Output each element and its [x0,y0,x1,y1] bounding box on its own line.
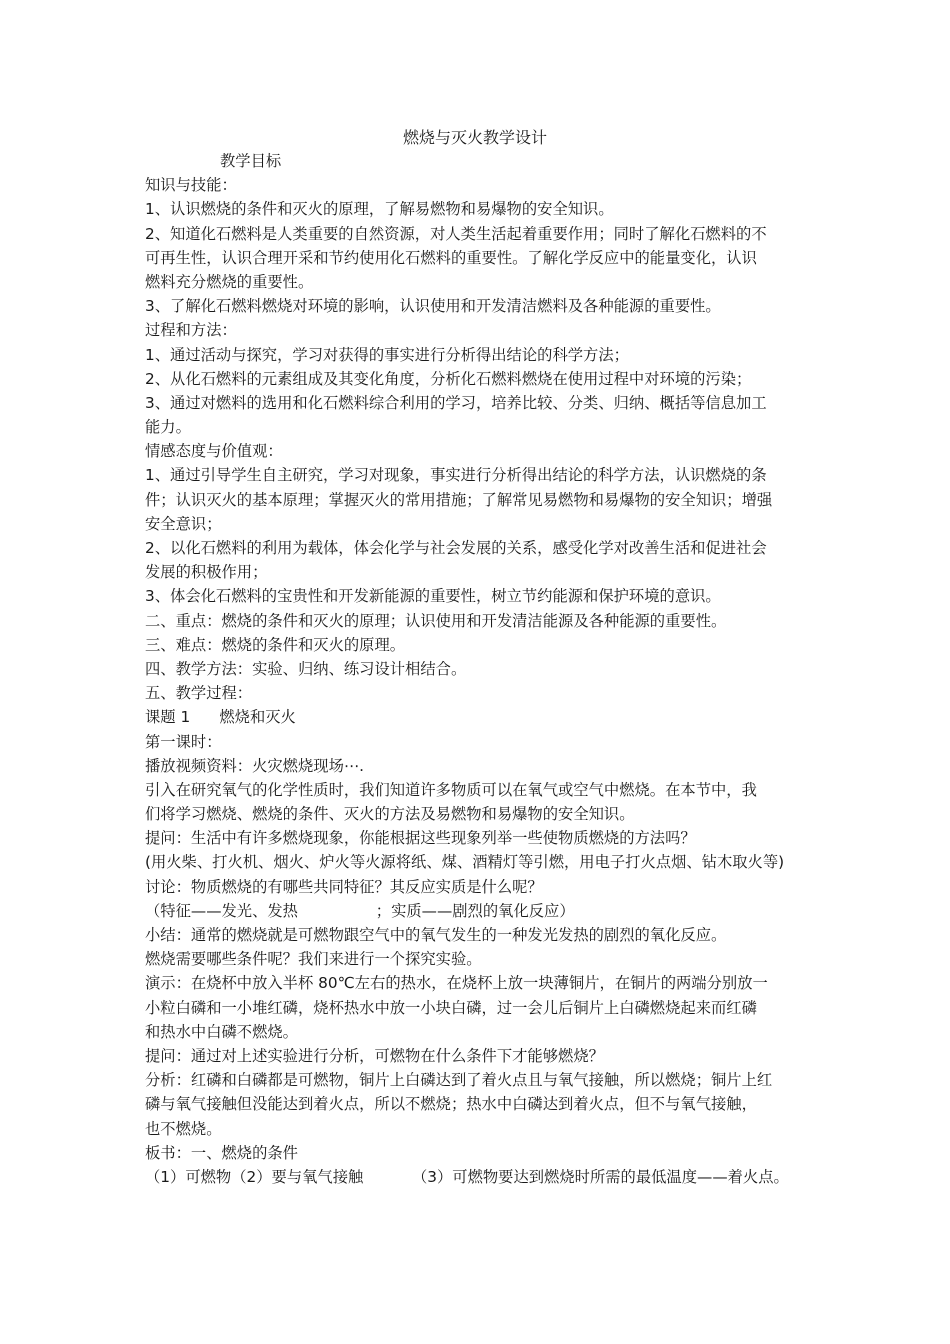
paragraph-line: 播放视频资料：火灾燃烧现场⋯. [145,756,365,775]
paragraph-line: 燃烧需要哪些条件呢？我们来进行一个探究实验。 [145,950,482,969]
section-key-points: 二、重点：燃烧的条件和灭火的原理；认识使用和开发清洁能源及各种能源的重要性。 [145,611,727,630]
lesson-period: 第一课时： [145,732,222,751]
lesson-heading: 课题 1 燃烧和灭火 [145,708,296,727]
subheading-knowledge-skills: 知识与技能： [145,176,237,195]
paragraph-line: 发展的积极作用； [145,563,268,582]
paragraph-line: 安全意识； [145,514,222,533]
subheading-attitudes-values: 情感态度与价值观： [145,442,283,461]
paragraph-line: 2、知道化石燃料是人类重要的自然资源，对人类生活起着重要作用；同时了解化石燃料的不 [145,224,767,243]
paragraph-line: 也不燃烧。 [145,1119,222,1138]
section-teaching-methods: 四、教学方法：实验、归纳、练习设计相结合。 [145,659,467,678]
paragraph-line: 和热水中白磷不燃烧。 [145,1022,298,1041]
paragraph-line: 可再生性，认识合理开采和节约使用化石燃料的重要性。了解化学反应中的能量变化，认识 [145,248,757,267]
paragraph-line: 1、通过引导学生自主研究，学习对现象，事实进行分析得出结论的科学方法，认识燃烧的条 [145,466,767,485]
paragraph-line: 2、以化石燃料的利用为载体，体会化学与社会发展的关系，感受化学对改善生活和促进社会 [145,539,767,557]
document-title: 燃烧与灭火教学设计 [402,128,547,147]
paragraph-line: 讨论：物质燃烧的有哪些共同特征？其反应实质是什么呢？ [145,877,543,896]
paragraph-line: 提问：通过对上述实验进行分析，可燃物在什么条件下才能够燃烧？ [145,1046,604,1065]
paragraph-line: 能力。 [145,418,191,437]
section-difficulties: 三、难点：燃烧的条件和灭火的原理。 [145,635,406,654]
paragraph-line: 磷与氧气接触但没能达到着火点，所以不燃烧；热水中白磷达到着火点，但不与氧气接触， [145,1095,757,1114]
paragraph-line: 3、通过对燃料的选用和化石燃料综合利用的学习，培养比较、分类、归纳、概括等信息加工 [145,393,767,412]
paragraph-line: 们将学习燃烧、燃烧的条件、灭火的方法及易燃物和易爆物的安全知识。 [145,805,635,824]
paragraph-line: (用火柴、打火机、烟火、炉火等火源将纸、煤、酒精灯等引燃，用电子打火点烟、钻木取火等) [145,853,785,872]
paragraph-line: 燃料充分燃烧的重要性。 [145,272,314,291]
paragraph-line: 分析：红磷和白磷都是可燃物，铜片上白磷达到了着火点且与氧气接触，所以燃烧；铜片上红 [145,1071,773,1090]
subheading-process-methods: 过程和方法： [145,321,237,340]
paragraph-line: 件；认识灭火的基本原理；掌握灭火的常用措施；了解常见易燃物和易爆物的安全知识；增强 [145,490,773,509]
paragraph-line: 1、认识燃烧的条件和灭火的原理，了解易燃物和易爆物的安全知识。 [145,200,614,219]
paragraph-line: 提问：生活中有许多燃烧现象，你能根据这些现象列举一些使物质燃烧的方法吗？ [145,829,696,848]
paragraph-line: 3、了解化石燃料燃烧对环境的影响，认识使用和开发清洁燃料及各种能源的重要性。 [145,297,721,316]
paragraph-line: 演示：在烧杯中放入半杯 80℃左右的热水，在烧杯上放一块薄铜片，在铜片的两端分别放一 [145,974,768,993]
paragraph-line: 3、体会化石燃料的宝贵性和开发新能源的重要性，树立节约能源和保护环境的意识。 [145,587,721,606]
paragraph-line: 引入在研究氧气的化学性质时，我们知道许多物质可以在氧气或空气中燃烧。在本节中，我 [145,780,757,799]
paragraph-line: 小结：通常的燃烧就是可燃物跟空气中的氧气发生的一种发光发热的剧烈的氧化反应。 [145,926,727,944]
document-body [145,149,815,1189]
paragraph-line: 2、从化石燃料的元素组成及其变化角度，分析化石燃料燃烧在使用过程中对环境的污染； [145,369,752,388]
combustion-conditions: （1）可燃物（2）要与氧气接触 （3）可燃物要达到燃烧时所需的最低温度——着火点。 [145,1167,789,1186]
section-teaching-process: 五、教学过程： [145,684,253,703]
section-heading-objectives: 教学目标 [220,152,282,170]
paragraph-line: 小粒白磷和一小堆红磷，烧杯热水中放一小块白磷，过一会儿后铜片上白磷燃烧起来而红磷 [145,998,757,1017]
board-heading: 板书：一、燃烧的条件 [145,1143,298,1162]
paragraph-line: （特征——发光、发热 ；实质——剧烈的氧化反应） [145,901,575,920]
paragraph-line: 1、通过活动与探究，学习对获得的事实进行分析得出结论的科学方法； [145,345,629,364]
